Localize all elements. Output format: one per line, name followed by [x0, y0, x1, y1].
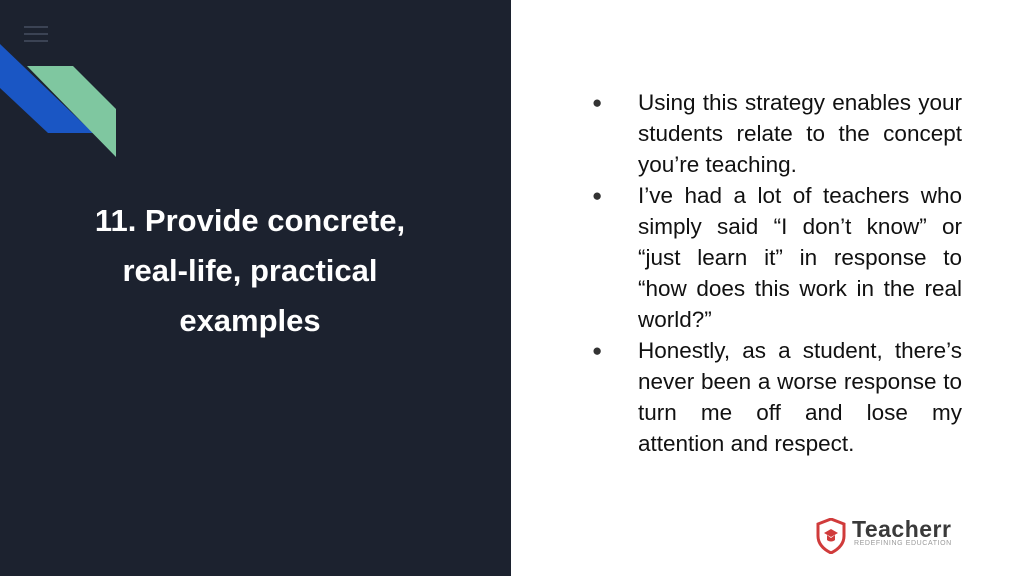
bullet-icon: ● [592, 93, 603, 112]
bullet-list [592, 87, 962, 459]
bullet-item [592, 87, 962, 180]
logo-wordmark: Teacherr [852, 516, 952, 542]
bullet-item [592, 180, 962, 335]
bullet-text: Honestly, as a student, there’s never been a worse response to turn me off and lose my attention and respect. [638, 338, 962, 456]
bullet-text: I’ve had a lot of teachers who simply said “I don’t know” or “just learn it” in response to “how does this work in the real world?” [638, 183, 962, 332]
teacherr-logo [816, 514, 956, 558]
title-panel [0, 0, 511, 576]
bullet-icon: ● [592, 186, 603, 205]
slide-title: 11. Provide concrete, real-life, practical examples [94, 203, 406, 338]
bullet-icon: ● [592, 341, 603, 360]
bullet-text: Using this strategy enables your students relate to the concept you’re teaching. [638, 90, 962, 177]
decorative-shapes [0, 0, 130, 170]
bullet-item [592, 335, 962, 459]
logo-shield-icon [816, 518, 846, 554]
logo-tagline: REDEFINING EDUCATION [854, 540, 952, 547]
